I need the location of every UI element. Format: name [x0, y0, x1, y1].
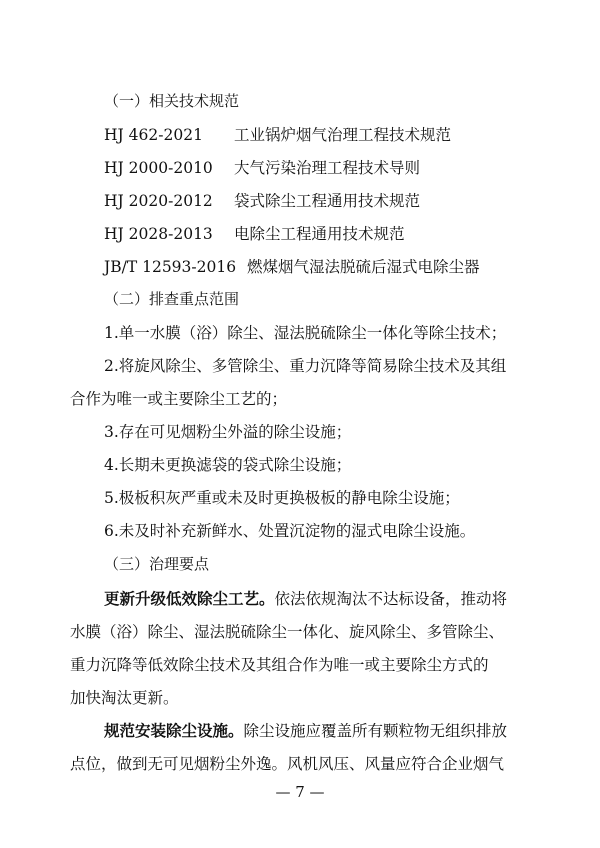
paragraph-text: 依法依规淘汰不达标设备，推动将	[274, 590, 508, 608]
standard-code: JB/T 12593-2016	[104, 258, 237, 276]
list-item: 6.未及时补充新鲜水、处置沉淀物的湿式电除尘设施。	[104, 522, 476, 540]
paragraph-lead: 规范安装除尘设施。	[104, 722, 244, 740]
paragraph-text: 除尘设施应覆盖所有颗粒物无组织排放	[243, 722, 508, 740]
list-item: 4.长期未更换滤袋的袋式除尘设施；	[104, 456, 352, 474]
standard-row	[104, 219, 574, 249]
section-heading-scope: （二）排查重点范围	[104, 290, 240, 308]
standard-title: 燃煤烟气湿法脱硫后湿式电除尘器	[247, 258, 480, 276]
paragraph-line	[104, 716, 574, 746]
standard-row	[104, 120, 574, 150]
standard-code: HJ 2028-2013	[104, 225, 213, 243]
standard-code: HJ 2000-2010	[104, 159, 213, 177]
standard-code: HJ 2020-2012	[104, 192, 213, 210]
standard-code: HJ 462-2021	[104, 126, 203, 144]
page-number: — 7 —	[275, 783, 325, 801]
list-item: 3.存在可见烟粉尘外溢的除尘设施；	[104, 423, 352, 441]
standard-row	[104, 153, 574, 183]
paragraph-line: 点位，做到无可见烟粉尘外逸。风机风压、风量应符合企业烟气	[70, 755, 505, 773]
standard-title: 电除尘工程通用技术规范	[234, 225, 405, 243]
list-item: 5.极板积灰严重或未及时更换极板的静电除尘设施；	[104, 489, 460, 507]
section-heading-key-points: （三）治理要点	[104, 555, 210, 573]
paragraph-line	[104, 584, 574, 614]
paragraph-lead: 更新升级低效除尘工艺。	[104, 590, 275, 608]
paragraph-line: 重力沉降等低效除尘技术及其组合作为唯一或主要除尘方式的	[70, 656, 489, 674]
list-item: 2.将旋风除尘、多管除尘、重力沉降等简易除尘技术及其组	[104, 357, 507, 375]
section-heading-standards: （一）相关技术规范	[104, 92, 240, 110]
standard-title: 袋式除尘工程通用技术规范	[234, 192, 421, 210]
list-item: 1.单一水膜（浴）除尘、湿法脱硫除尘一体化等除尘技术；	[104, 324, 507, 342]
standard-title: 大气污染治理工程技术导则	[234, 159, 421, 177]
paragraph-line: 水膜（浴）除尘、湿法脱硫除尘一体化、旋风除尘、多管除尘、	[70, 623, 505, 641]
paragraph-line: 加快淘汰更新。	[70, 689, 179, 707]
list-item-continuation: 合作为唯一或主要除尘工艺的；	[70, 390, 288, 408]
standard-title: 工业锅炉烟气治理工程技术规范	[234, 126, 452, 144]
standard-row	[104, 186, 574, 216]
standard-row	[104, 252, 574, 282]
